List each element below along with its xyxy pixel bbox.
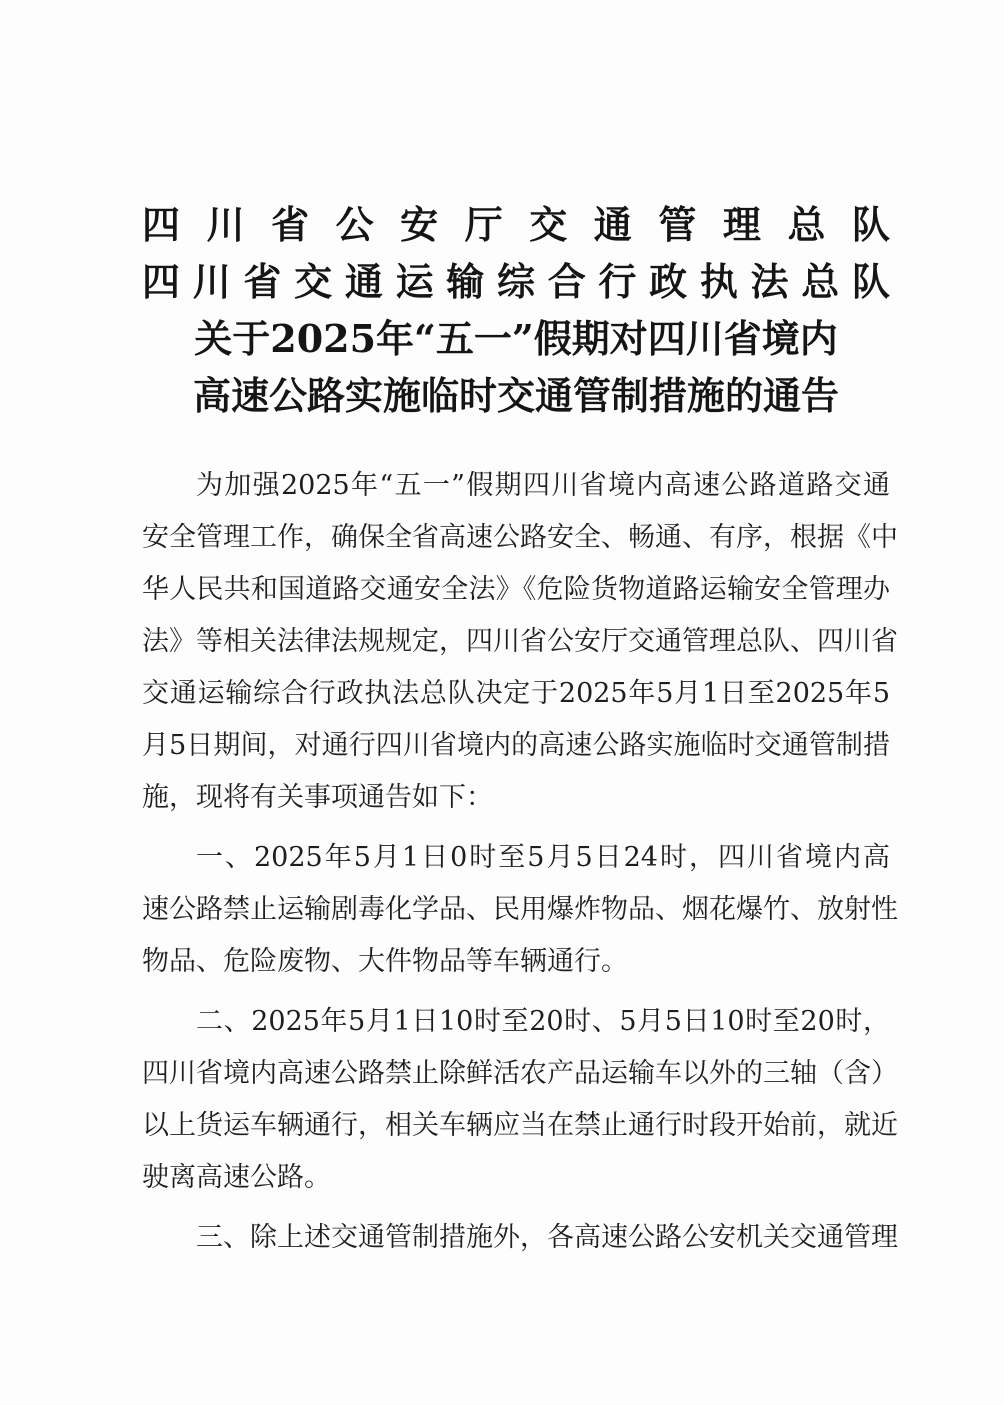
paragraph-line: 二、2025年5月1日10时至20时、5月5日10时至20时， [196, 1006, 890, 1037]
paragraph-line: 驶离高速公路。 [142, 1162, 331, 1193]
item-2-paragraph [142, 996, 898, 1204]
paragraph-line: 以上货运车辆通行，相关车辆应当在禁止通行时段开始前，就近 [142, 1110, 898, 1141]
intro-paragraph [142, 460, 898, 824]
title-line-3: 关于2025年“五一”假期对四川省境内 [194, 316, 838, 361]
paragraph-line: 一、2025年5月1日0时至5月5日24时，四川省境内高 [196, 842, 890, 873]
title-line-1: 四川省公安厅交通管理总队 [142, 202, 890, 247]
paragraph-line: 施，现将有关事项通告如下： [142, 782, 493, 813]
paragraph-gap [142, 824, 890, 832]
document-body [142, 460, 898, 1264]
paragraph-line: 安全管理工作，确保全省高速公路安全、畅通、有序，根据《中 [142, 522, 898, 553]
paragraph-line: 四川省境内高速公路禁止除鲜活农产品运输车以外的三轴（含） [142, 1058, 898, 1089]
paragraph-line: 华人民共和国道路交通安全法》《危险货物道路运输安全管理办 [142, 574, 890, 605]
paragraph-gap [142, 1204, 890, 1212]
item-1-paragraph [142, 832, 898, 988]
paragraph-gap [142, 988, 890, 996]
paragraph-line: 为加强2025年“五一”假期四川省境内高速公路道路交通 [196, 470, 890, 501]
item-3-paragraph [142, 1212, 898, 1264]
paragraph-line: 月5日期间，对通行四川省境内的高速公路实施临时交通管制措 [142, 730, 890, 761]
title-line-4: 高速公路实施临时交通管制措施的通告 [192, 373, 839, 418]
document-title [142, 196, 890, 424]
paragraph-line: 法》等相关法律法规规定，四川省公安厅交通管理总队、四川省 [142, 626, 898, 657]
paragraph-line: 物品、危险废物、大件物品等车辆通行。 [142, 946, 628, 977]
paragraph-line: 三、除上述交通管制措施外，各高速公路公安机关交通管理 [196, 1222, 898, 1253]
title-line-2: 四川省交通运输综合行政执法总队 [142, 259, 890, 304]
paragraph-line: 速公路禁止运输剧毒化学品、民用爆炸物品、烟花爆竹、放射性 [142, 894, 898, 925]
paragraph-line: 交通运输综合行政执法总队决定于2025年5月1日至2025年5 [142, 678, 890, 709]
